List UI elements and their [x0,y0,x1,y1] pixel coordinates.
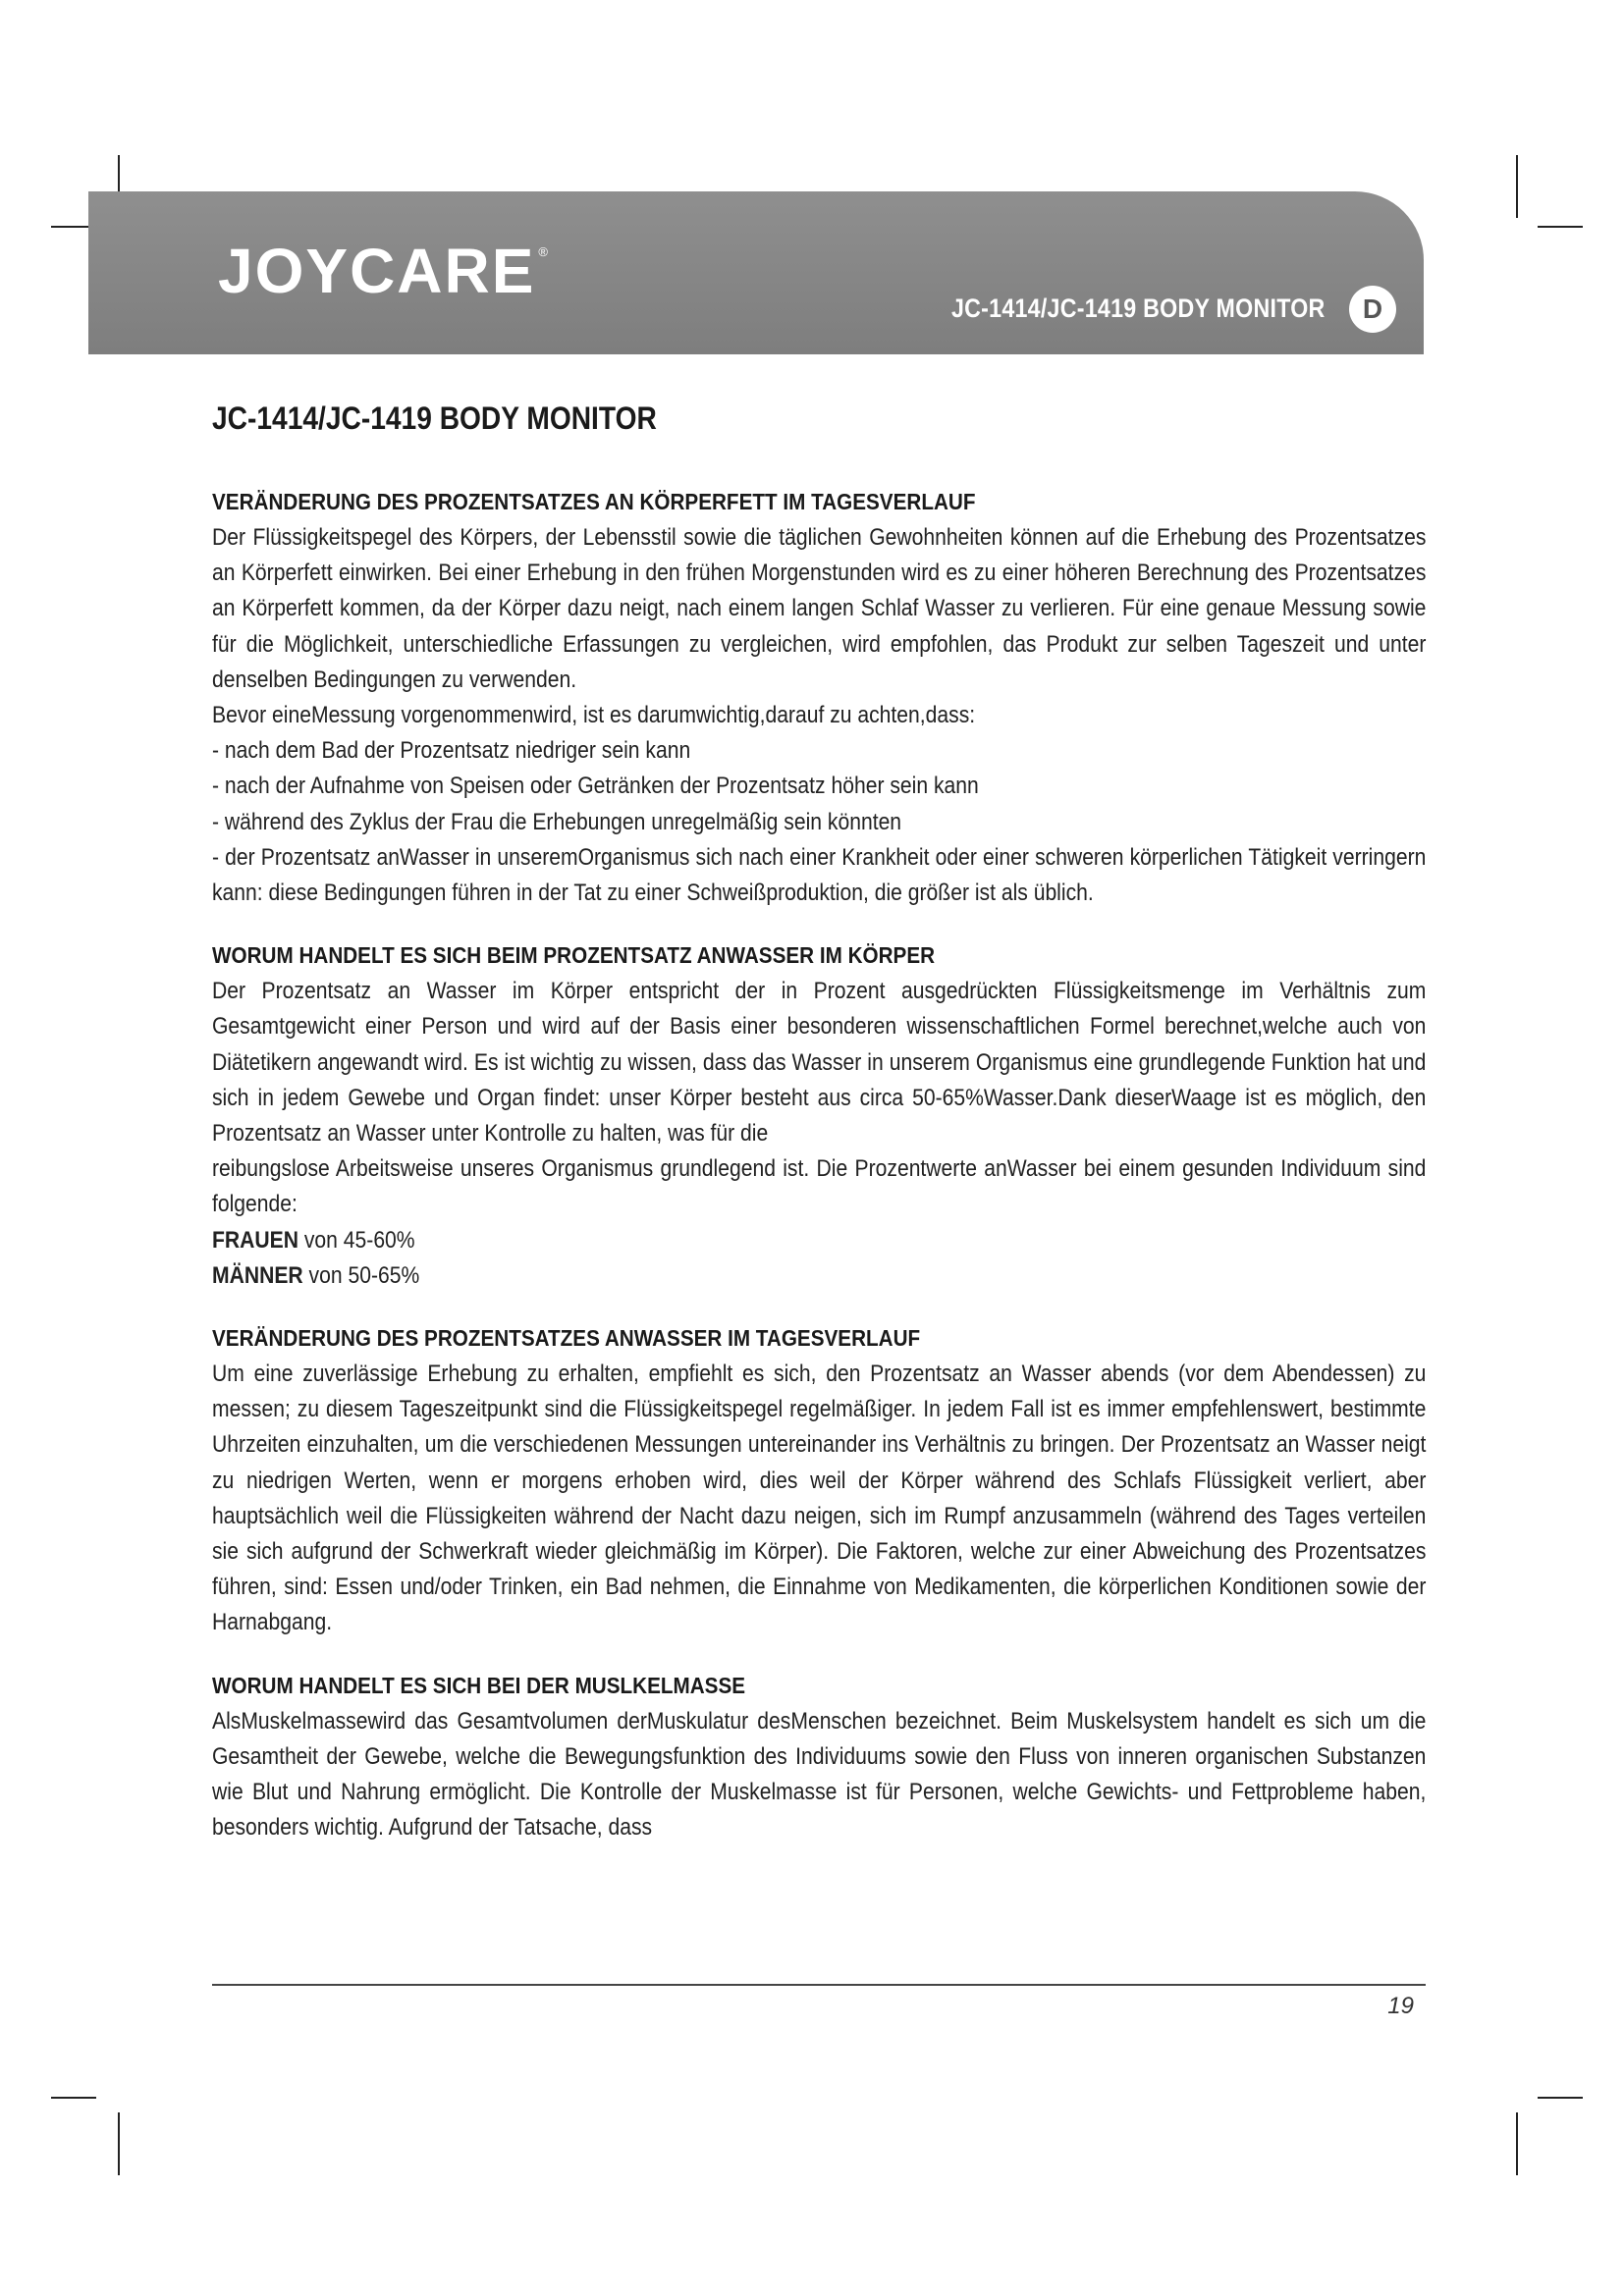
section-heading: VERÄNDERUNG DES PROZENTSATZES AN KÖRPERFETT IM TAGESVERLAUF [212,489,976,514]
crop-mark [118,2112,120,2175]
section-water-daily [212,1322,1426,1641]
paragraph: Der Flüssigkeitspegel des Körpers, der Lebensstil sowie die täglichen Gewohnheiten können auf die Erhebung des Prozentsatzes an Körperfett einwirken. Bei einer Erhebung in den frühen Morgenstunden wird es zu einer höheren Berechnung des Prozentsatzes an Körperfett kommen, da der Körper dazu neigt, nach einem langen Schlaf Wasser zu verlieren. Für eine genaue Messung sowie für die Möglichkeit, unterschiedliche Erfassungen zu vergleichen, wird empfohlen, das Produkt zur selben Tageszeit und unter denselben Bedingungen zu verwenden. [212,524,1427,693]
paragraph: Bevor eineMessung vorgenommenwird, ist es darumwichtig,darauf zu achten,dass: [212,702,976,729]
section-heading: VERÄNDERUNG DES PROZENTSATZES ANWASSER IM TAGESVERLAUF [212,1325,921,1352]
list-item: - nach der Aufnahme von Speisen oder Getränken der Prozentsatz höher sein kann [212,773,979,800]
section-water-percentage [212,939,1426,1294]
document-body [212,400,1426,1875]
paragraph: AlsMuskelmassewird das Gesamtvolumen derMuskulatur desMenschen bezeichnet. Beim Muskelsystem handelt es sich um die Gesamtheit der Gewebe, welche die Bewegungsfunktion des Individuums sowie den Fluss von inneren organischen Substanzen wie Blut und Nahrung ermöglicht. Die Kontrolle der Muskelmasse ist für Personen, welche Gewichts- und Fettprobleme haben, besonders wichtig. Aufgrund der Tatsache, dass [212,1707,1427,1842]
men-value: von 50-65% [302,1261,420,1289]
men-label: MÄNNER [212,1261,303,1289]
page-title: JC-1414/JC-1419 BODY MONITOR [212,400,657,436]
paragraph: Um eine zuverlässige Erhebung zu erhalten, empfiehlt es sich, den Prozentsatz an Wasser abends (vor dem Abendessen) zu messen; zu diesem Tageszeitpunkt sind die Flüssigkeitspegel regelmäßiger. In jedem Fall ist es immer empfehlenswert, bestimmte Uhrzeiten einzuhalten, um die verschiedenen Messungen untereinander ins Verhältnis zu bringen. Der Prozentsatz an Wasser neigt zu niedrigen Werten, wenn er morgens erhoben wird, dies weil der Körper während des Schlafs Flüssigkeit verliert, aber hauptsächlich weil die Flüssigkeiten während der Nacht dazu neigen, sich im Rumpf anzusammeln (während des Tages verteilen sie sich aufgrund der Schwerkraft wieder gleichmäßig im Körper). Die Faktoren, welche zur einer Abweichung des Prozentsatzes führen, sind: Essen und/oder Trinken, ein Bad nehmen, die Einnahme von Medikamenten, die körperlichen Konditionen sowie der Harnabgang. [212,1361,1427,1636]
crop-mark [51,2097,96,2099]
list-item: - nach dem Bad der Prozentsatz niedriger sein kann [212,737,691,765]
section-heading: WORUM HANDELT ES SICH BEIM PROZENTSATZ ANWASSER IM KÖRPER [212,942,936,969]
women-range [212,1223,1426,1258]
women-label: FRAUEN [212,1226,298,1254]
footer-divider [212,1984,1426,1986]
paragraph: Der Prozentsatz an Wasser im Körper entspricht der in Prozent ausgedrückten Flüssigkeitsmenge im Verhältnis zum Gesamtgewicht einer Person und wird auf der Basis einer besonderen wissenschaftlichen Formel berechnet,welche auch von Diätetikern angewandt wird. Es ist wichtig zu wissen, dass das Wasser in unserem Organismus eine grundlegende Funktion hat und sich in jedem Gewebe und Organ findet: unser Körper besteht aus circa 50-65%Wasser.Dank dieserWaage ist es möglich, den Prozentsatz an Wasser unter Kontrolle zu halten, was für die [212,978,1427,1148]
women-value: von 45-60% [298,1226,415,1254]
section-heading: WORUM HANDELT ES SICH BEI DER MUSLKELMASSE [212,1672,746,1698]
list-item: - während des Zyklus der Frau die Erhebungen unregelmäßig sein könnten [212,808,902,835]
section-body-fat [212,486,1426,911]
crop-mark [1516,2112,1518,2175]
men-range [212,1258,1426,1294]
list-item: - der Prozentsatz anWasser in unseremOrganismus sich nach einer Krankheit oder einer schweren körperlichen Tätigkeit verringern kann: diese Bedingungen führen in der Tat zu einer Schweißproduktion, die größer ist als üblich. [212,843,1427,907]
header-title: JC-1414/JC-1419 BODY MONITOR [951,294,1326,323]
paragraph: reibungslose Arbeitsweise unseres Organismus grundlegend ist. Die Prozentwerte anWasser bei einem gesunden Individuum sind folgende: [212,1155,1427,1218]
crop-mark [1538,2097,1583,2099]
crop-mark [1516,155,1518,218]
page-number: 19 [1387,1993,1414,2019]
brand-logo: JOYCARE ® [218,236,550,306]
header-band [88,191,1424,354]
crop-mark [1538,226,1583,228]
language-badge: D [1349,286,1396,333]
section-muscle-mass [212,1670,1426,1846]
